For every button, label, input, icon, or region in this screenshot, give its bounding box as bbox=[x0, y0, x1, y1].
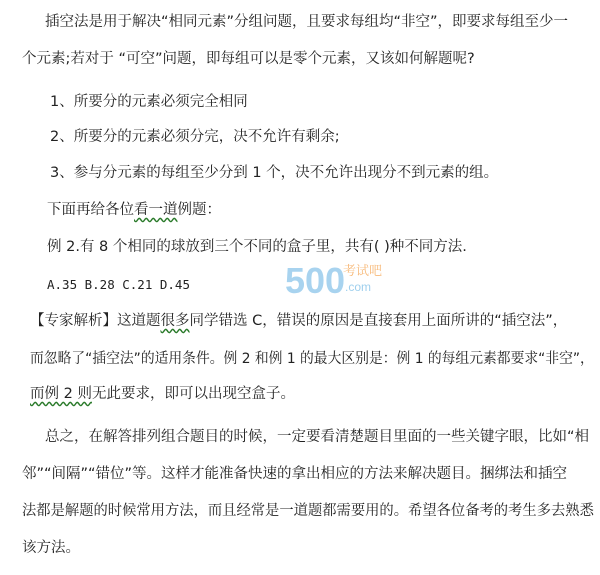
watermark-logo bbox=[285, 255, 395, 303]
list-item: 1、所要分的元素必须完全相同 bbox=[50, 94, 248, 110]
intro-underlined: 看一道 bbox=[134, 202, 178, 218]
analysis-line bbox=[30, 312, 567, 330]
summary-line: 总之，在解答排列组合题目的时候，一定要看清楚题目里面的一些关键字眼，比如“相 bbox=[45, 429, 590, 445]
summary-line: 邻”“间隔”“错位”等。这样才能准备快速的拿出相应的方法来解决题目。捆绑法和插空 bbox=[22, 466, 568, 482]
analysis-underlined: 很多 bbox=[160, 313, 190, 329]
analysis-text: 无此要求，即可以出现空盒子。 bbox=[91, 386, 295, 402]
watermark-text: 考试吧 bbox=[343, 264, 383, 279]
list-item: 3、参与分元素的每组至少分到 1 个，决不允许出现分不到元素的组。 bbox=[50, 165, 499, 181]
paragraph-line: 插空法是用于解决“相同元素”分组问题，且要求每组均“非空”，即要求每组至少一 bbox=[45, 14, 569, 30]
intro-text: 下面再给各位 bbox=[47, 202, 134, 218]
analysis-line bbox=[30, 385, 295, 403]
watermark-domain: .com bbox=[345, 280, 372, 294]
answer-options: A.35 B.28 C.21 D.45 bbox=[47, 277, 190, 292]
analysis-label: 【专家解析】 bbox=[30, 313, 117, 329]
intro-text: 例题： bbox=[177, 202, 221, 218]
analysis-underlined: 而例 2 则 bbox=[30, 386, 92, 402]
watermark-digits: 500 bbox=[285, 260, 346, 301]
intro-line bbox=[47, 201, 221, 219]
list-item: 2、所要分的元素必须分完，决不允许有剩余; bbox=[50, 129, 340, 145]
analysis-text: 同学错选 C，错误的原因是直接套用上面所讲的“插空法”， bbox=[189, 313, 568, 329]
example-question: 例 2.有 8 个相同的球放到三个不同的盒子里，共有( )种不同方法. bbox=[47, 239, 467, 255]
summary-line: 法都是解题的时候常用方法，而且经常是一道题都需要用的。希望各位备考的考生多去熟悉 bbox=[22, 503, 594, 519]
analysis-line: 而忽略了“插空法”的适用条件。例 2 和例 1 的最大区别是：例 1 的每组元素都要求“非空”， bbox=[30, 351, 594, 367]
paragraph-line: 个元素;若对于 “可空”问题，即每组可以是零个元素，又该如何解题呢? bbox=[22, 51, 475, 67]
summary-line: 该方法。 bbox=[22, 540, 80, 556]
analysis-text: 这道题 bbox=[117, 313, 161, 329]
